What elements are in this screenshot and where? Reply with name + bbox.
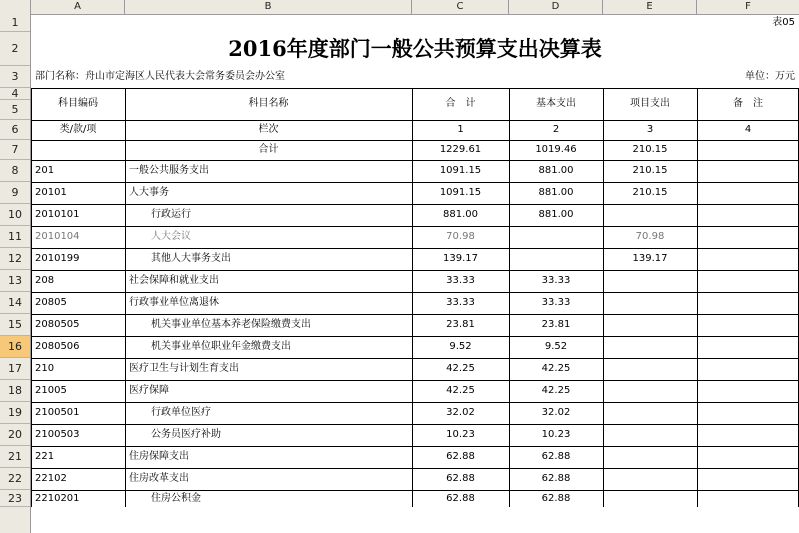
row-header-16[interactable]: 16 bbox=[0, 336, 30, 358]
cell-total[interactable]: 33.33 bbox=[446, 297, 475, 308]
grid-line bbox=[31, 292, 799, 293]
cell-note[interactable] bbox=[697, 468, 799, 490]
cell-total[interactable]: 1229.61 bbox=[439, 144, 482, 155]
cell-basic[interactable]: 42.25 bbox=[541, 385, 571, 396]
cell-basic[interactable]: 881.00 bbox=[538, 209, 574, 220]
cell-project[interactable]: 70.98 bbox=[635, 231, 665, 242]
row-header-12[interactable]: 12 bbox=[0, 248, 30, 270]
row-header-2[interactable]: 2 bbox=[0, 32, 30, 66]
row-header-11[interactable]: 11 bbox=[0, 226, 30, 248]
cell-note[interactable] bbox=[697, 336, 799, 358]
grid-line bbox=[31, 358, 799, 359]
grid-line bbox=[31, 380, 799, 381]
cell-name[interactable]: 行政单位医疗 bbox=[151, 407, 211, 418]
cell-code[interactable]: 22102 bbox=[35, 473, 67, 484]
row-header-14[interactable]: 14 bbox=[0, 292, 30, 314]
row-header-13[interactable]: 13 bbox=[0, 270, 30, 292]
cell-note[interactable] bbox=[697, 424, 799, 446]
cell-total[interactable]: 42.25 bbox=[446, 385, 475, 396]
grid-line bbox=[31, 314, 799, 315]
grid-line bbox=[31, 248, 799, 249]
cell-name[interactable]: 行政事业单位离退休 bbox=[129, 297, 219, 308]
cell-note[interactable] bbox=[697, 270, 799, 292]
cell-basic[interactable]: 62.88 bbox=[541, 451, 571, 462]
cell-code[interactable]: 2010101 bbox=[35, 209, 80, 220]
cell-total[interactable]: 1091.15 bbox=[439, 165, 482, 176]
cell-total[interactable]: 1091.15 bbox=[439, 187, 482, 198]
row-header-18[interactable]: 18 bbox=[0, 380, 30, 402]
cell-name[interactable]: 一般公共服务支出 bbox=[129, 165, 209, 176]
header-n3[interactable]: 3 bbox=[646, 124, 654, 135]
cell-total[interactable]: 62.88 bbox=[446, 451, 475, 462]
cell-project[interactable] bbox=[603, 358, 697, 380]
grid-line bbox=[31, 468, 799, 469]
cell-total[interactable]: 32.02 bbox=[446, 407, 475, 418]
cell-note[interactable] bbox=[697, 314, 799, 336]
cell-name[interactable]: 机关事业单位职业年金缴费支出 bbox=[151, 341, 291, 352]
grid-line bbox=[509, 88, 510, 507]
grid-line bbox=[31, 204, 799, 205]
grid-line bbox=[31, 424, 799, 425]
cell-note[interactable] bbox=[697, 292, 799, 314]
cell-code[interactable]: 21005 bbox=[35, 385, 67, 396]
cell-total[interactable]: 23.81 bbox=[446, 319, 475, 330]
header-project[interactable]: 项目支出 bbox=[630, 98, 670, 109]
cell-note[interactable] bbox=[697, 402, 799, 424]
cell-note[interactable] bbox=[697, 160, 799, 182]
cell-name[interactable]: 住房保障支出 bbox=[129, 451, 189, 462]
cell-basic[interactable]: 881.00 bbox=[538, 187, 574, 198]
grid-line bbox=[31, 88, 799, 89]
cell-code[interactable]: 208 bbox=[35, 275, 55, 286]
header-n2[interactable]: 2 bbox=[552, 124, 560, 135]
grid-line bbox=[125, 88, 126, 507]
cell-project[interactable]: 210.15 bbox=[632, 165, 668, 176]
cell-code[interactable]: 2080506 bbox=[35, 341, 80, 352]
cell-total[interactable]: 42.25 bbox=[446, 363, 475, 374]
cell-code[interactable]: 2080505 bbox=[35, 319, 80, 330]
header-n1[interactable]: 1 bbox=[457, 124, 464, 135]
cell-code[interactable]: 2010199 bbox=[35, 253, 80, 264]
department-name-label[interactable]: 部门名称：舟山市定海区人民代表大会常务委员会办公室 bbox=[35, 71, 285, 82]
cell-total[interactable]: 10.23 bbox=[446, 429, 475, 440]
cell-code[interactable]: 201 bbox=[35, 165, 55, 176]
grid-line bbox=[31, 160, 799, 161]
row-header-23[interactable]: 23 bbox=[0, 490, 30, 507]
cell-total[interactable]: 33.33 bbox=[446, 275, 475, 286]
grid-line bbox=[31, 226, 799, 227]
row-header-6[interactable]: 6 bbox=[0, 120, 30, 140]
row-header-8[interactable]: 8 bbox=[0, 160, 30, 182]
grid-line bbox=[31, 182, 799, 183]
col-header-d[interactable]: D bbox=[509, 0, 603, 14]
cell-total[interactable]: 62.88 bbox=[446, 493, 475, 504]
row-header-3[interactable]: 3 bbox=[0, 66, 30, 88]
cell-project[interactable] bbox=[603, 270, 697, 292]
cell-project[interactable] bbox=[603, 468, 697, 490]
cell-project[interactable]: 210.15 bbox=[632, 144, 668, 155]
header-name[interactable]: 科目名称 bbox=[248, 98, 289, 109]
unit-label[interactable]: 单位：万元 bbox=[745, 71, 795, 82]
cell-code[interactable]: 210 bbox=[35, 363, 55, 374]
cell-project[interactable] bbox=[603, 204, 697, 226]
row-header-7[interactable]: 7 bbox=[0, 140, 30, 160]
header-total[interactable]: 合 计 bbox=[445, 98, 476, 109]
grid-line bbox=[31, 88, 32, 507]
grid-line bbox=[412, 88, 413, 507]
cell-name[interactable]: 人大事务 bbox=[129, 187, 169, 198]
cell-project[interactable] bbox=[603, 292, 697, 314]
cell-code[interactable]: 20101 bbox=[35, 187, 67, 198]
report-title[interactable]: 2016年度部门一般公共预算支出决算表 bbox=[228, 36, 602, 61]
cell-note[interactable] bbox=[697, 358, 799, 380]
cell-name[interactable]: 医疗卫生与计划生育支出 bbox=[129, 363, 239, 374]
cell-name[interactable]: 人大会议 bbox=[151, 231, 191, 242]
cell-note[interactable] bbox=[697, 446, 799, 468]
cell-name[interactable]: 住房公积金 bbox=[151, 493, 201, 504]
header-colno[interactable]: 栏次 bbox=[258, 124, 279, 135]
col-header-c[interactable]: C bbox=[412, 0, 509, 14]
cell-total[interactable]: 139.17 bbox=[443, 253, 478, 264]
col-header-b[interactable]: B bbox=[125, 0, 412, 14]
cell-name[interactable]: 其他人大事务支出 bbox=[151, 253, 231, 264]
cell-total[interactable]: 9.52 bbox=[449, 341, 472, 352]
grid-line bbox=[31, 120, 799, 121]
cell-basic[interactable]: 9.52 bbox=[544, 341, 568, 352]
row-header-17[interactable]: 17 bbox=[0, 358, 30, 380]
cell-total[interactable]: 70.98 bbox=[446, 231, 475, 242]
cell-project[interactable] bbox=[603, 424, 697, 446]
cell-total[interactable]: 62.88 bbox=[446, 473, 475, 484]
cell-basic[interactable]: 62.88 bbox=[541, 473, 571, 484]
cell-note[interactable] bbox=[697, 204, 799, 226]
cell-name[interactable]: 公务员医疗补助 bbox=[151, 429, 221, 440]
cell-code[interactable]: 20805 bbox=[35, 297, 67, 308]
grid-line bbox=[31, 402, 799, 403]
cell-basic[interactable] bbox=[509, 248, 603, 270]
cell-basic[interactable]: 23.81 bbox=[541, 319, 571, 330]
col-header-a[interactable]: A bbox=[31, 0, 125, 14]
row-header-1[interactable]: 1 bbox=[0, 14, 30, 32]
cell-note[interactable] bbox=[697, 226, 799, 248]
header-code[interactable]: 科目编码 bbox=[58, 98, 98, 109]
cell-code[interactable]: 2100501 bbox=[35, 407, 80, 418]
header-note[interactable]: 备 注 bbox=[733, 98, 763, 109]
cell-note[interactable] bbox=[697, 490, 799, 507]
header-basic[interactable]: 基本支出 bbox=[536, 98, 576, 109]
cell-basic[interactable]: 33.33 bbox=[541, 275, 571, 286]
cell-code[interactable]: 2210201 bbox=[35, 493, 80, 504]
column-header-bar bbox=[0, 0, 799, 15]
grid-line bbox=[31, 446, 799, 447]
cell-name[interactable]: 住房改革支出 bbox=[129, 473, 189, 484]
grid-line bbox=[31, 490, 799, 491]
row-header-20[interactable]: 20 bbox=[0, 424, 30, 446]
grid-line bbox=[697, 88, 698, 507]
col-header-e[interactable]: E bbox=[603, 0, 697, 14]
cell-project[interactable] bbox=[603, 380, 697, 402]
cell-project[interactable] bbox=[603, 402, 697, 424]
cell-project[interactable] bbox=[603, 446, 697, 468]
cell-code[interactable] bbox=[31, 140, 125, 160]
cell-grid[interactable] bbox=[31, 14, 799, 533]
cell-project[interactable]: 139.17 bbox=[632, 253, 668, 264]
row-header-22[interactable]: 22 bbox=[0, 468, 30, 490]
row-header-9[interactable]: 9 bbox=[0, 182, 30, 204]
cell-basic[interactable]: 10.23 bbox=[541, 429, 571, 440]
row-header-15[interactable]: 15 bbox=[0, 314, 30, 336]
cell-basic[interactable]: 1019.46 bbox=[535, 144, 577, 155]
col-header-f[interactable]: F bbox=[745, 1, 751, 12]
cell-note[interactable] bbox=[697, 248, 799, 270]
cell-project[interactable]: 210.15 bbox=[632, 187, 668, 198]
cell-total[interactable]: 881.00 bbox=[443, 209, 478, 220]
cell-name[interactable]: 机关事业单位基本养老保险缴费支出 bbox=[151, 319, 311, 330]
select-all-corner[interactable] bbox=[0, 0, 31, 14]
cell-code[interactable]: 2010104 bbox=[35, 231, 80, 242]
cell-project[interactable] bbox=[603, 314, 697, 336]
cell-basic[interactable]: 62.88 bbox=[541, 493, 571, 504]
cell-name[interactable]: 行政运行 bbox=[151, 209, 191, 220]
cell-name[interactable]: 合计 bbox=[258, 144, 279, 155]
row-header-21[interactable]: 21 bbox=[0, 446, 30, 468]
cell-project[interactable] bbox=[603, 490, 697, 507]
table-number-label[interactable]: 表05 bbox=[772, 17, 795, 28]
cell-name[interactable]: 医疗保障 bbox=[129, 385, 169, 396]
header-n4[interactable]: 4 bbox=[744, 124, 752, 135]
cell-basic[interactable] bbox=[509, 226, 603, 248]
cell-project[interactable] bbox=[603, 336, 697, 358]
cell-code[interactable]: 221 bbox=[35, 451, 55, 462]
cell-code[interactable]: 2100503 bbox=[35, 429, 80, 440]
grid-line bbox=[31, 140, 799, 141]
cell-note[interactable] bbox=[697, 380, 799, 402]
cell-basic[interactable]: 32.02 bbox=[541, 407, 571, 418]
row-header-5[interactable]: 5 bbox=[0, 100, 30, 120]
row-header-bar bbox=[0, 14, 31, 533]
header-class[interactable]: 类/款/项 bbox=[59, 124, 97, 135]
row-header-19[interactable]: 19 bbox=[0, 402, 30, 424]
cell-note[interactable] bbox=[697, 182, 799, 204]
cell-basic[interactable]: 33.33 bbox=[541, 297, 571, 308]
grid-line bbox=[31, 270, 799, 271]
grid-line bbox=[603, 88, 604, 507]
row-header-4[interactable]: 4 bbox=[0, 88, 30, 100]
cell-basic[interactable]: 881.00 bbox=[538, 165, 574, 176]
grid-line bbox=[31, 336, 799, 337]
cell-name[interactable]: 社会保障和就业支出 bbox=[129, 275, 219, 286]
row-header-10[interactable]: 10 bbox=[0, 204, 30, 226]
cell-basic[interactable]: 42.25 bbox=[541, 363, 571, 374]
cell-note[interactable] bbox=[697, 140, 799, 160]
